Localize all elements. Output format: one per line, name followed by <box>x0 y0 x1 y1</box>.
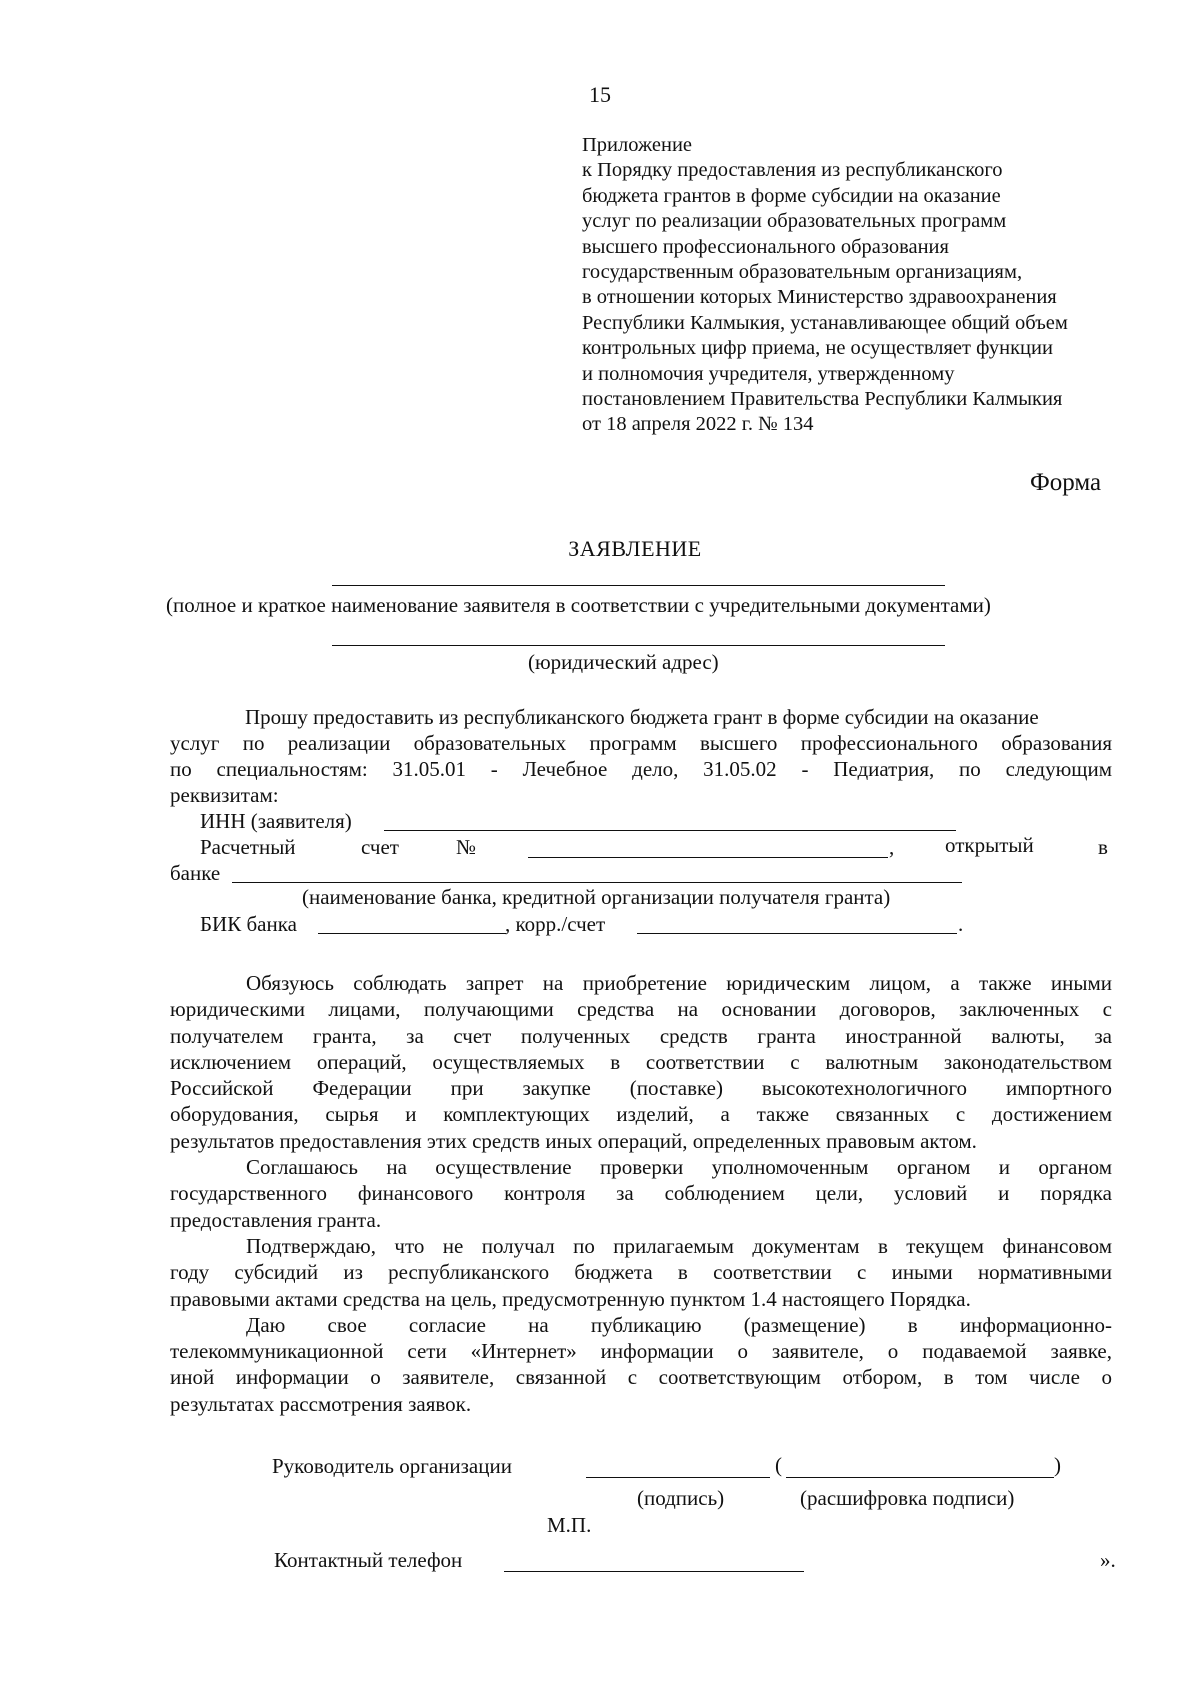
account-number-sign: № <box>456 835 477 859</box>
closing-quote: ». <box>1100 1548 1116 1572</box>
obligation-line: предоставления гранта. <box>170 1207 382 1232</box>
appendix-line: контрольных цифр приема, не осуществляет функции <box>582 337 1053 360</box>
obligation-line: получателем гранта, за счет полученных средств гранта иностранной валюты, за <box>170 1023 1112 1048</box>
legal-address-caption: (юридический адрес) <box>528 650 719 674</box>
bank-caption: (наименование банка, кредитной организации получателя гранта) <box>302 885 891 909</box>
signature-field[interactable] <box>586 1477 770 1478</box>
obligation-line: правовыми актами средства на цель, предусмотренную пунктом 1.4 настоящего Порядка. <box>170 1286 971 1311</box>
page-number: 15 <box>589 82 611 107</box>
bank-field[interactable] <box>232 882 962 883</box>
appendix-line: и полномочия учредителя, утвержденному <box>582 362 955 385</box>
legal-address-line <box>332 645 945 646</box>
obligation-line: телекоммуникационной сети «Интернет» информации о заявителе, о подаваемой заявке, <box>170 1339 1112 1364</box>
obligation-line: оборудования, сырья и комплектующих изделий, а также связанных с достижением <box>170 1102 1112 1127</box>
signature-decode-field[interactable] <box>786 1477 1054 1478</box>
request-line: услуг по реализации образовательных программ высшего профессионального образования <box>170 731 1112 755</box>
bik-field[interactable] <box>318 933 506 934</box>
bank-label: банке <box>170 861 221 885</box>
inn-row <box>200 808 352 834</box>
corr-label: , корр./счет <box>505 912 606 936</box>
obligation-line: году субсидий из республиканского бюджета в соответствии с иными нормативными <box>170 1260 1112 1285</box>
signature-caption: (подпись) <box>637 1486 725 1510</box>
account-word-2: счет <box>361 835 399 859</box>
appendix-line: бюджета грантов в форме субсидии на оказание <box>582 184 1001 207</box>
appendix-line: Республики Калмыкия, устанавливающее общий объем <box>582 311 1068 334</box>
obligation-line: Российской Федерации при закупке (поставке) высокотехнологичного импортного <box>170 1076 1112 1101</box>
paren-open: ( <box>775 1453 782 1477</box>
obligation-line: результатах рассмотрения заявок. <box>170 1391 472 1416</box>
request-line: Прошу предоставить из республиканского бюджета грант в форме субсидии на оказание <box>245 705 1039 729</box>
bik-label: БИК банка <box>200 912 297 936</box>
obligation-line: государственного финансового контроля за соблюдением цели, условий и порядка <box>170 1181 1112 1206</box>
obligation-line: Подтверждаю, что не получал по прилагаемым документам в текущем финансовом <box>246 1233 1112 1258</box>
form-label: Форма <box>1030 469 1102 496</box>
obligation-paragraph <box>170 970 1112 1417</box>
document-title: ЗАЯВЛЕНИЕ <box>568 536 702 561</box>
appendix-line: к Порядку предоставления из республиканского <box>582 159 1003 182</box>
applicant-name-line <box>332 585 945 586</box>
account-field[interactable] <box>528 857 888 858</box>
head-label: Руководитель организации <box>272 1454 512 1478</box>
appendix-line: Приложение <box>582 134 693 156</box>
obligation-line: исключением операций, осуществляемых в соответствии с валютным законодательством <box>170 1049 1112 1074</box>
obligation-line: иной информации о заявителе, связанной с соответствующим отбором, в том числе о <box>170 1365 1112 1390</box>
paren-close: ) <box>1054 1453 1061 1477</box>
obligation-line: юридическими лицами, получающими средства на основании договоров, заключенных с <box>170 997 1112 1022</box>
appendix-line: высшего профессионального образования <box>582 235 949 258</box>
account-in: в <box>1098 835 1108 859</box>
account-opened: открытый <box>945 833 1034 857</box>
appendix-line: постановлением Правительства Республики Калмыкия <box>582 388 1063 411</box>
stamp-label: М.П. <box>547 1513 592 1537</box>
request-paragraph <box>170 704 1112 808</box>
appendix-block <box>582 133 1142 438</box>
obligation-line: Даю свое согласие на публикацию (размещение) в информационно- <box>246 1312 1112 1337</box>
request-line: реквизитам: <box>170 783 279 807</box>
corr-field[interactable] <box>637 933 957 934</box>
applicant-name-caption: (полное и краткое наименование заявителя в соответствии с учредительными документами) <box>166 593 991 617</box>
obligation-line: результатов предоставления этих средств иных операций, определенных правовым актом. <box>170 1128 977 1153</box>
phone-field[interactable] <box>504 1571 804 1572</box>
obligation-line: Соглашаюсь на осуществление проверки уполномоченным органом и органом <box>246 1155 1112 1180</box>
signature-decode-caption: (расшифровка подписи) <box>800 1486 1015 1510</box>
account-comma: , <box>889 835 895 859</box>
obligation-line: Обязуюсь соблюдать запрет на приобретение юридическим лицом, а также иными <box>246 971 1112 995</box>
account-word-1: Расчетный <box>200 835 296 859</box>
appendix-line: в отношении которых Министерство здравоохранения <box>582 286 1057 309</box>
inn-field[interactable] <box>384 830 956 831</box>
inn-label: ИНН (заявителя) <box>200 809 352 833</box>
corr-end: . <box>958 912 964 936</box>
phone-label: Контактный телефон <box>274 1548 463 1572</box>
appendix-line: государственным образовательным организациям, <box>582 261 1023 284</box>
request-line: по специальностям: 31.05.01 - Лечебное дело, 31.05.02 - Педиатрия, по следующим <box>170 757 1112 781</box>
appendix-line: услуг по реализации образовательных программ <box>582 210 1007 233</box>
appendix-line: от 18 апреля 2022 г. № 134 <box>582 413 814 436</box>
